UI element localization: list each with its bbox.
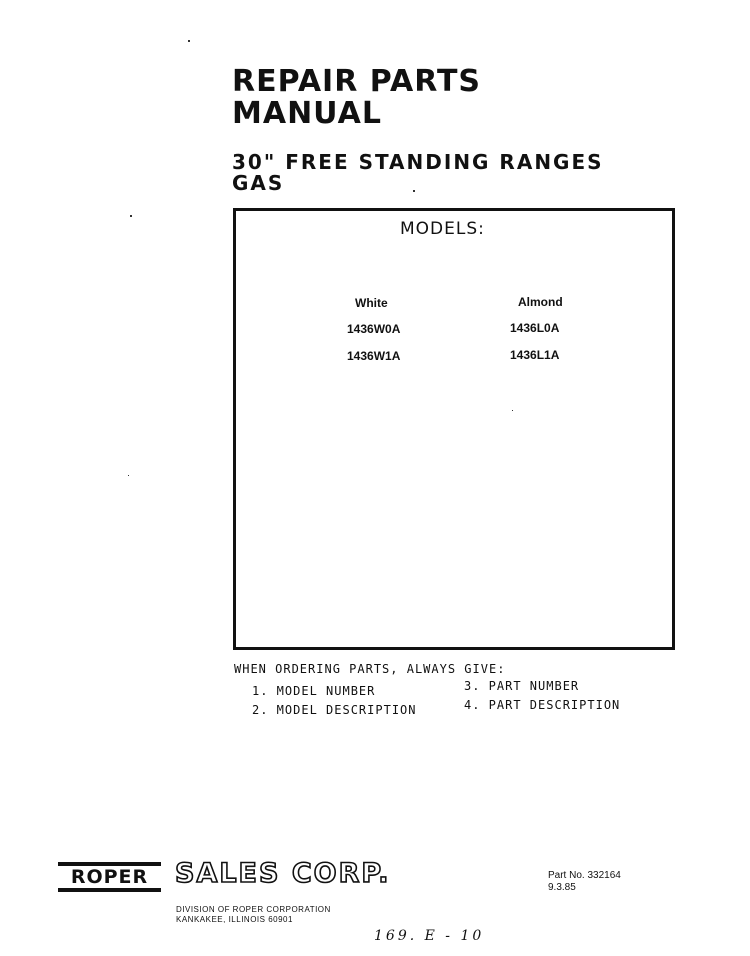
manual-title [232, 66, 481, 130]
handwritten-note: 169. E - 10 [374, 928, 485, 944]
model-number-almond-1: 1436L1A [510, 348, 560, 362]
subtitle-line2: GAS [232, 171, 285, 195]
sales-corp-logo: SALES CORP. [175, 858, 391, 889]
manual-subtitle [232, 152, 604, 194]
white-column-header: White [355, 296, 388, 310]
model-number-white-0: 1436W0A [347, 322, 401, 336]
almond-column-header: Almond [518, 295, 563, 309]
ordering-item-2: 2. MODEL DESCRIPTION [252, 703, 417, 717]
models-label: MODELS: [400, 219, 485, 239]
scan-speck [188, 40, 190, 42]
model-number-white-1: 1436W1A [347, 349, 401, 363]
scan-speck [512, 410, 513, 411]
scan-speck [413, 190, 415, 192]
division-line2: KANKAKEE, ILLINOIS 60901 [176, 915, 293, 924]
model-number-almond-0: 1436L0A [510, 321, 560, 335]
manual-title-line2: MANUAL [232, 96, 382, 131]
models-box [233, 208, 675, 650]
manual-title-line1: REPAIR PARTS [232, 64, 482, 99]
part-number: Part No. 332164 [548, 870, 621, 881]
roper-logo [58, 862, 161, 892]
print-date: 9.3.85 [548, 882, 576, 893]
division-line1: DIVISION OF ROPER CORPORATION [176, 905, 331, 914]
scan-speck [128, 475, 129, 476]
ordering-heading: WHEN ORDERING PARTS, ALWAYS GIVE: [234, 662, 506, 676]
subtitle-line1: 30" FREE STANDING RANGES [232, 150, 604, 174]
ordering-item-4: 4. PART DESCRIPTION [464, 698, 621, 712]
ordering-item-1: 1. MODEL NUMBER [252, 684, 376, 698]
roper-logo-text: ROPER [70, 866, 149, 888]
scan-speck [130, 215, 132, 217]
ordering-item-3: 3. PART NUMBER [464, 679, 580, 693]
